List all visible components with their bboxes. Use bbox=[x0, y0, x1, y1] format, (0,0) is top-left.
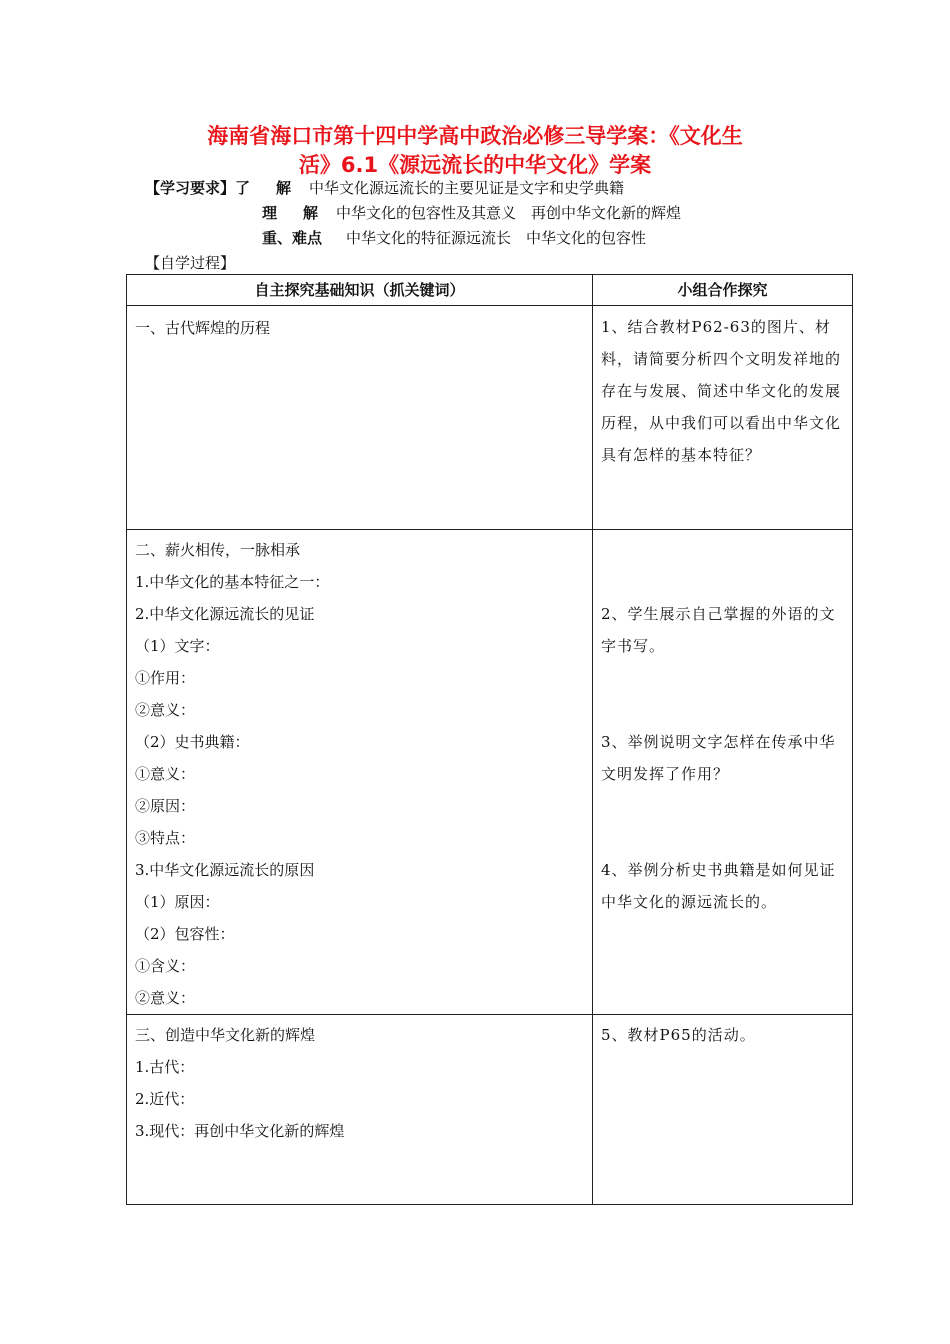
table-row bbox=[127, 530, 853, 1015]
requirement-text-3: 中华文化的特征源远流长 中华文化的包容性 bbox=[346, 229, 647, 247]
section1-left bbox=[127, 306, 593, 530]
requirement-text-2: 中华文化的包容性及其意义 再创中华文化新的辉煌 bbox=[336, 204, 682, 222]
list-item: （2）包容性： bbox=[135, 925, 235, 943]
group-question-2: 2、学生展示自己掌握的外语的文字书写。 bbox=[601, 605, 836, 655]
list-item: ②意义： bbox=[135, 989, 196, 1007]
table-row bbox=[127, 306, 853, 530]
list-item: 1.古代： bbox=[135, 1058, 195, 1076]
group-question-5: 5、教材P65的活动。 bbox=[601, 1026, 756, 1044]
list-item: 3.现代：再创中华文化新的辉煌 bbox=[135, 1122, 345, 1140]
document-title-line-2: 活》6.1《源远流长的中华文化》学案 bbox=[298, 153, 652, 177]
list-item: 三、创造中华文化新的辉煌 bbox=[135, 1026, 316, 1044]
section3-right bbox=[593, 1015, 853, 1205]
label-understand: 了 解 bbox=[235, 179, 292, 197]
list-item: 3.中华文化源远流长的原因 bbox=[135, 861, 315, 879]
list-item: ③特点： bbox=[135, 829, 196, 847]
study-table bbox=[126, 274, 853, 1205]
list-item: ①含义： bbox=[135, 957, 196, 975]
list-item: 2.中华文化源远流长的见证 bbox=[135, 605, 315, 623]
requirement-row-3 bbox=[262, 228, 646, 248]
table-row bbox=[127, 1015, 853, 1205]
list-item: ①意义： bbox=[135, 765, 196, 783]
list-item: ②意义： bbox=[135, 701, 196, 719]
header-group-study: 小组合作探究 bbox=[593, 275, 853, 306]
list-item: 2.近代： bbox=[135, 1090, 195, 1108]
label-comprehend: 理 解 bbox=[262, 204, 318, 222]
section3-left bbox=[127, 1015, 593, 1205]
requirement-text-1: 中华文化源远流长的主要见证是文字和史学典籍 bbox=[309, 179, 625, 197]
section1-right bbox=[593, 306, 853, 530]
table-header-row bbox=[127, 275, 853, 306]
list-item: （1）文字： bbox=[135, 637, 220, 655]
label-key-difficult: 重、难点 bbox=[262, 229, 323, 247]
list-item: 二、薪火相传，一脉相承 bbox=[135, 541, 301, 559]
list-item: ①作用： bbox=[135, 669, 196, 687]
list-item: ②原因： bbox=[135, 797, 196, 815]
requirements-heading: 【学习要求】 bbox=[145, 179, 236, 197]
header-self-study: 自主探究基础知识（抓关键词） bbox=[127, 275, 593, 306]
document-title-line-1: 海南省海口市第十四中学高中政治必修三导学案：《文化生 bbox=[207, 124, 743, 148]
group-question-4: 4、举例分析史书典籍是如何见证中华文化的源远流长的。 bbox=[601, 861, 836, 911]
requirement-row-2 bbox=[262, 203, 681, 223]
section2-left bbox=[127, 530, 593, 1015]
list-item: 一、古代辉煌的历程 bbox=[135, 319, 271, 337]
list-item: 1.中华文化的基本特征之一： bbox=[135, 573, 330, 591]
list-item: （1）原因： bbox=[135, 893, 220, 911]
section2-right bbox=[593, 530, 853, 1015]
group-question-1: 1、结合教材P62-63的图片、材料，请简要分析四个文明发祥地的存在与发展、简述中华文化的发展历程，从中我们可以看出中华文化具有怎样的基本特征？ bbox=[601, 318, 842, 464]
process-heading: 【自学过程】 bbox=[145, 254, 236, 272]
list-item: （2）史书典籍： bbox=[135, 733, 250, 751]
requirement-row-1 bbox=[145, 178, 624, 198]
group-question-3: 3、举例说明文字怎样在传承中华文明发挥了作用？ bbox=[601, 733, 836, 783]
